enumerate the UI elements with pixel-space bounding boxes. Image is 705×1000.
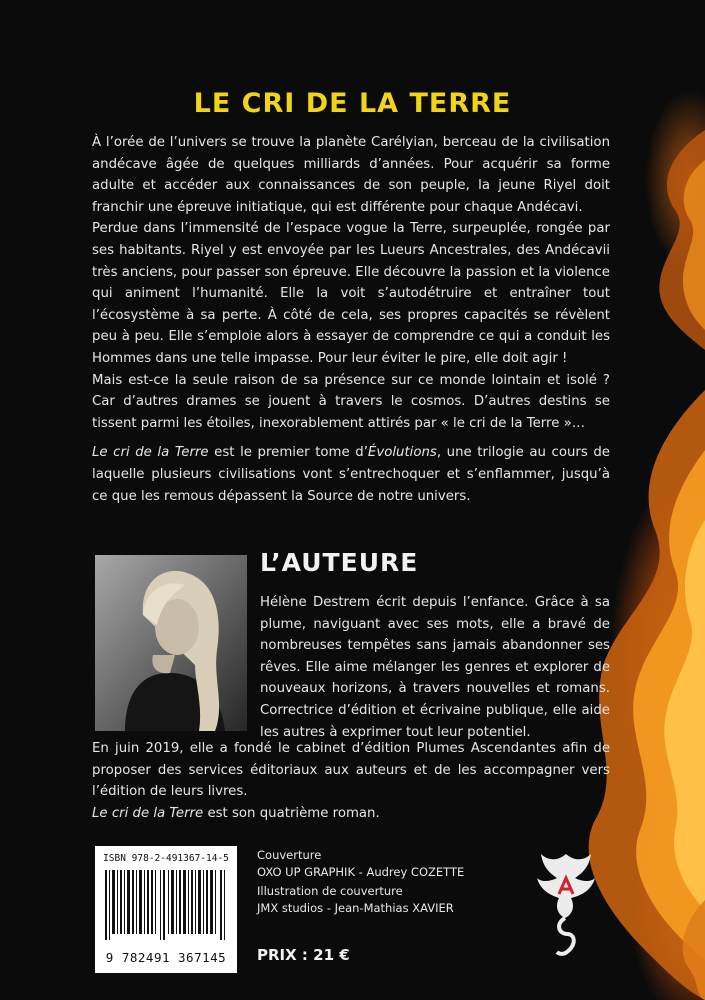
synopsis-paragraph: Perdue dans l’immensité de l’espace vogue la Terre, surpeuplée, rongée par ses habitants. Riyel y est envoyée par les Lueurs Ancestrales, des Andécavii très anciens, pour passer son épreuve. Elle découvre la passion et la violence qui animent l’humanité. Elle la voit s’autodétruire et entraîner tout l’écosystème à sa perte. À côté de cela, ses propres capacités se révèlent peu à peu. Elle s’emploie alors à essayer de comprendre ce qui a conduit les Hommes dans une telle impasse. Pour leur éviter le pire, elle doit agir ! xyxy=(92,221,610,366)
book-title: LE CRI DE LA TERRE xyxy=(193,88,512,119)
author-bio-continued xyxy=(92,738,610,824)
series-note-part2: , une trilogie au cours de laquelle plusieurs civilisations vont s’entrechoquer et s’enflammer, jusqu’à ce que les remous dépassent la Source de notre univers. xyxy=(92,445,610,504)
synopsis xyxy=(92,132,610,507)
isbn-label: ISBN 978-2-491367-14-5 xyxy=(103,853,229,864)
fourth-novel-rest: est son quatrième roman. xyxy=(203,805,380,821)
flame-bottom-icon xyxy=(645,900,705,1000)
phoenix-logo-icon xyxy=(535,848,597,958)
author-bio-paragraph: En juin 2019, elle a fondé le cabinet d’édition Plumes Ascendantes afin de proposer des services éditoriaux aux auteurs et de les accompagner vers l’édition de leurs livres. xyxy=(92,741,610,800)
series-note-book-title: Le cri de la Terre xyxy=(92,445,209,461)
series-name: Évolutions xyxy=(367,445,437,461)
series-note-part1: est le premier tome d’ xyxy=(208,445,368,461)
illustration-credit-value: JMX studios - Jean-Mathias XAVIER xyxy=(257,900,454,915)
price: PRIX : 21 € xyxy=(257,946,350,964)
author-photo xyxy=(95,555,247,731)
author-bio: Hélène Destrem écrit depuis l’enfance. Grâce à sa plume, naviguant avec ses mots, elle a bravé de nombreuses tempêtes sans jamais abandonner ses rêves. Elle aime mélanger les genres et explorer de nouveaux horizons, à travers nouvelles et romans. Correctrice d’édition et écrivaine publique, elle aide les autres à exprimer tout leur potentiel. xyxy=(260,595,610,740)
illustration-credit-label: Illustration de couverture xyxy=(257,884,403,898)
series-note xyxy=(92,442,610,507)
fourth-novel-line xyxy=(92,803,610,825)
flame-top-icon xyxy=(635,110,705,370)
credits xyxy=(257,847,464,916)
author-heading: L’AUTEURE xyxy=(260,548,419,577)
barcode-icon xyxy=(105,870,227,940)
cover-credit-value: OXO UP GRAPHIK - Audrey COZETTE xyxy=(257,864,465,879)
author-portrait-icon xyxy=(95,555,247,731)
cover-credit-label: Couverture xyxy=(257,848,322,862)
fourth-novel-title: Le cri de la Terre xyxy=(92,805,204,821)
synopsis-paragraph: Mais est-ce la seule raison de sa présence sur ce monde lointain et isolé ? Car d’autres drames se jouent à travers le cosmos. D’autres destins se tissent parmi les étoiles, inexorablement attirés par « le cri de la Terre »… xyxy=(92,372,610,431)
synopsis-paragraph: À l’orée de l’univers se trouve la planète Carélyian, berceau de la civilisation andécave âgée de quelques milliards d’années. Pour acquérir sa forme adulte et accéder aux connaissances de son peuple, la jeune Riyel doit franchir une épreuve initiatique, qui est différente pour chaque Andécavi. xyxy=(92,135,610,215)
barcode-box xyxy=(95,846,237,973)
barcode-number: 9 782491 367145 xyxy=(105,950,227,965)
